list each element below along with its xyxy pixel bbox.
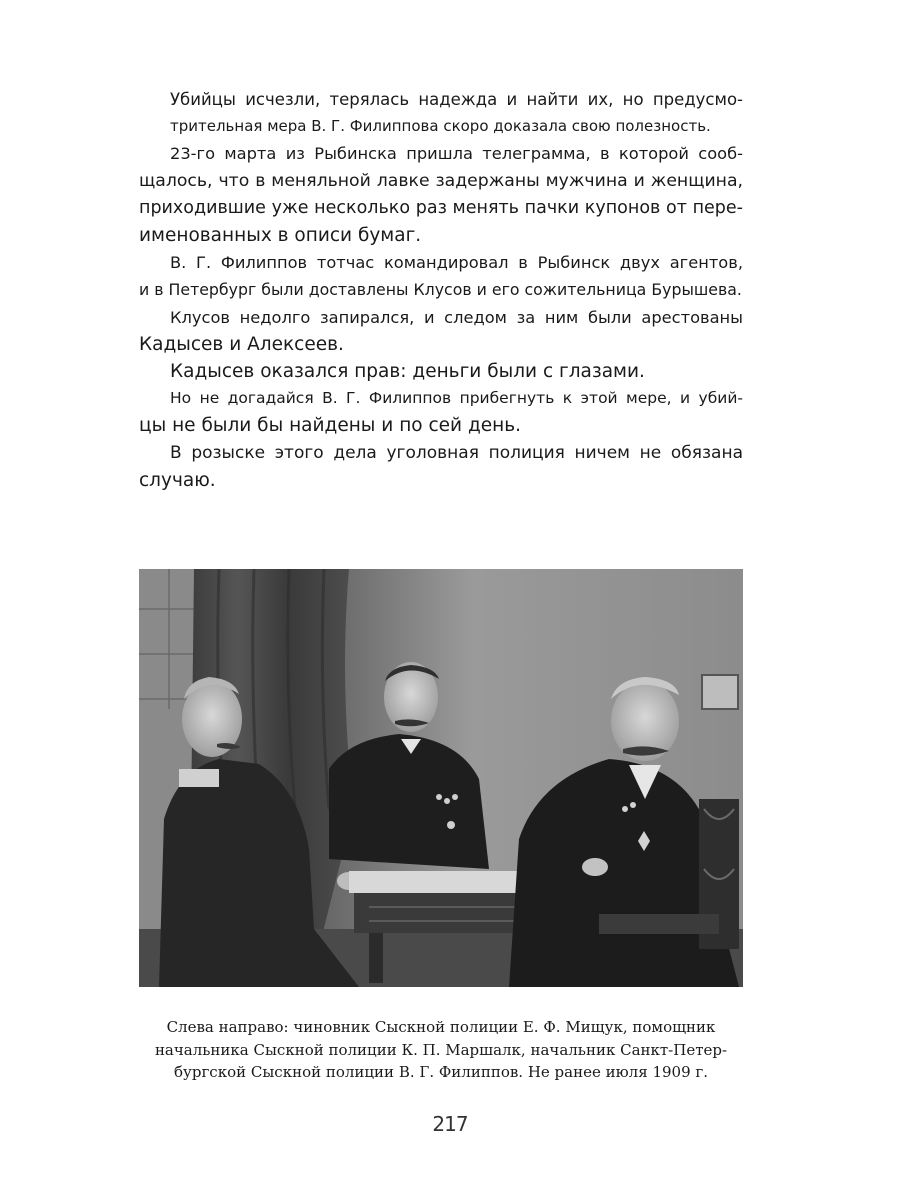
text-line: Убийцы исчезли, терялась надежда и найти их, но предусмо- — [170, 90, 743, 109]
paragraph-6 — [139, 385, 743, 439]
text-line: В. Г. Филиппов тотчас командировал в Рыбинск двух агентов, — [170, 253, 743, 273]
paragraph-7 — [139, 440, 743, 494]
text-line: и в Петербург были доставлены Клусов и его сожительница Бурышева. — [139, 280, 742, 300]
text-line: приходившие уже несколько раз менять пачки купонов от пере- — [139, 197, 743, 218]
body-text — [139, 86, 743, 494]
photo-caption — [139, 1016, 743, 1084]
paragraph-3 — [139, 249, 743, 303]
caption-line: начальника Сыскной полиции К. П. Маршалк, начальник Санкт-Петер- — [154, 1040, 728, 1059]
historical-photograph — [139, 569, 743, 987]
page-number: 217 — [432, 1112, 468, 1136]
text-line: Кадысев оказался прав: деньги были с глазами. — [170, 361, 645, 383]
paragraph-1 — [139, 86, 743, 140]
paragraph-4 — [139, 304, 743, 358]
text-line: Кадысев и Алексеев. — [139, 333, 344, 355]
text-line: 23-го марта из Рыбинска пришла телеграмма, в которой сооб- — [170, 144, 743, 164]
text-line: именованных в описи бумаг. — [139, 225, 422, 247]
text-line: В розыске этого дела уголовная полиция ничем не обязана — [170, 442, 743, 463]
text-line: Но не догадайся В. Г. Филиппов прибегнуть к этой мере, и убий- — [170, 389, 743, 408]
text-line: трительная мера В. Г. Филиппова скоро доказала свою полезность. — [170, 117, 711, 136]
photo-illustration — [139, 569, 743, 987]
text-line: Клусов недолго запирался, и следом за ним были арестованы — [170, 307, 743, 327]
text-line: щалось, что в меняльной лавке задержаны мужчина и женщина, — [139, 170, 743, 191]
caption-line: Слева направо: чиновник Сыскной полиции Е. Ф. Мищук, помощник — [166, 1018, 716, 1036]
text-line: цы не были бы найдены и по сей день. — [139, 415, 521, 437]
caption-line: бургской Сыскной полиции В. Г. Филиппов. Не ранее июля 1909 г. — [173, 1063, 709, 1081]
paragraph-2 — [139, 140, 743, 249]
text-line: случаю. — [139, 469, 216, 491]
paragraph-5 — [139, 358, 743, 385]
